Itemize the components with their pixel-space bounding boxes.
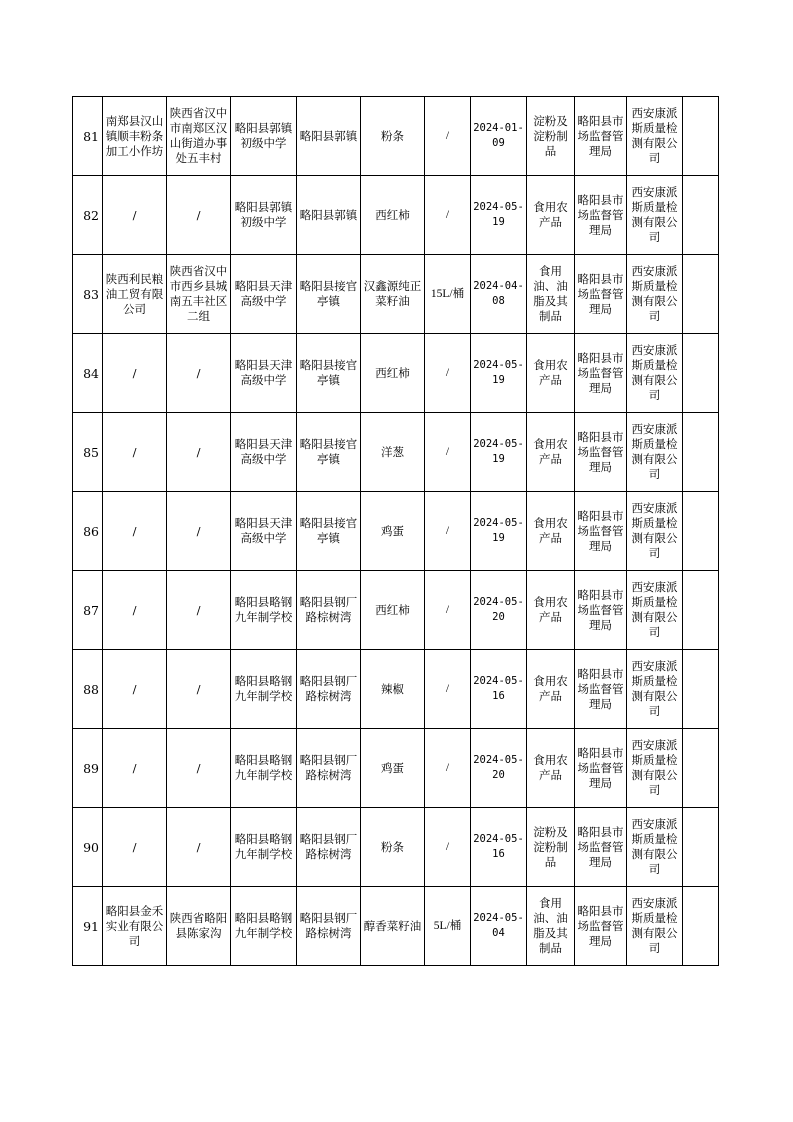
producer-address-cell: / <box>167 492 231 571</box>
specification-cell: / <box>425 334 471 413</box>
row-number-cell: 90 <box>73 808 103 887</box>
sampling-agency-cell: 略阳县市场监督管理局 <box>575 334 627 413</box>
testing-lab-cell: 西安康派斯质量检测有限公司 <box>627 255 683 334</box>
food-category-cell: 食用农产品 <box>527 571 575 650</box>
producer-name-cell: / <box>103 413 167 492</box>
table-row <box>73 808 719 887</box>
sampling-agency-cell: 略阳县市场监督管理局 <box>575 97 627 176</box>
sampled-address-cell: 略阳县钢厂路棕树湾 <box>297 887 361 966</box>
sampled-unit-cell: 略阳县郭镇初级中学 <box>231 97 297 176</box>
food-category-cell: 食用农产品 <box>527 492 575 571</box>
product-name-cell: 西红柿 <box>361 571 425 650</box>
producer-address-cell: / <box>167 808 231 887</box>
sampling-agency-cell: 略阳县市场监督管理局 <box>575 650 627 729</box>
producer-name-cell: / <box>103 334 167 413</box>
row-number-cell: 89 <box>73 729 103 808</box>
row-number-cell: 88 <box>73 650 103 729</box>
specification-cell: / <box>425 492 471 571</box>
sampling-agency-cell: 略阳县市场监督管理局 <box>575 176 627 255</box>
sampled-unit-cell: 略阳县天津高级中学 <box>231 492 297 571</box>
sampled-address-cell: 略阳县钢厂路棕树湾 <box>297 808 361 887</box>
specification-cell: / <box>425 729 471 808</box>
producer-address-cell: / <box>167 729 231 808</box>
row-number-cell: 82 <box>73 176 103 255</box>
specification-cell: / <box>425 650 471 729</box>
food-category-cell: 淀粉及淀粉制品 <box>527 97 575 176</box>
sampled-unit-cell: 略阳县天津高级中学 <box>231 334 297 413</box>
food-category-cell: 淀粉及淀粉制品 <box>527 808 575 887</box>
table-row <box>73 650 719 729</box>
table-row <box>73 255 719 334</box>
producer-name-cell: / <box>103 571 167 650</box>
sampled-address-cell: 略阳县郭镇 <box>297 176 361 255</box>
production-date-cell: 2024-05-16 <box>471 650 527 729</box>
testing-lab-cell: 西安康派斯质量检测有限公司 <box>627 176 683 255</box>
remarks-cell <box>683 887 719 966</box>
food-category-cell: 食用农产品 <box>527 729 575 808</box>
producer-name-cell: 略阳县金禾实业有限公司 <box>103 887 167 966</box>
row-number-cell: 85 <box>73 413 103 492</box>
sampling-results-sheet <box>72 96 719 966</box>
testing-lab-cell: 西安康派斯质量检测有限公司 <box>627 334 683 413</box>
table-row <box>73 413 719 492</box>
row-number-cell: 84 <box>73 334 103 413</box>
testing-lab-cell: 西安康派斯质量检测有限公司 <box>627 97 683 176</box>
producer-address-cell: / <box>167 413 231 492</box>
sampling-agency-cell: 略阳县市场监督管理局 <box>575 887 627 966</box>
specification-cell: / <box>425 97 471 176</box>
product-name-cell: 西红柿 <box>361 334 425 413</box>
sampling-agency-cell: 略阳县市场监督管理局 <box>575 571 627 650</box>
sampled-unit-cell: 略阳县略钢九年制学校 <box>231 808 297 887</box>
producer-name-cell: 陕西利民粮油工贸有限公司 <box>103 255 167 334</box>
table-row <box>73 729 719 808</box>
food-category-cell: 食用农产品 <box>527 413 575 492</box>
row-number-cell: 91 <box>73 887 103 966</box>
product-name-cell: 醇香菜籽油 <box>361 887 425 966</box>
food-category-cell: 食用油、油脂及其制品 <box>527 255 575 334</box>
row-number-cell: 83 <box>73 255 103 334</box>
product-name-cell: 鸡蛋 <box>361 492 425 571</box>
testing-lab-cell: 西安康派斯质量检测有限公司 <box>627 887 683 966</box>
sampled-address-cell: 略阳县接官亭镇 <box>297 413 361 492</box>
producer-name-cell: / <box>103 729 167 808</box>
table-row <box>73 887 719 966</box>
food-category-cell: 食用农产品 <box>527 650 575 729</box>
testing-lab-cell: 西安康派斯质量检测有限公司 <box>627 729 683 808</box>
remarks-cell <box>683 334 719 413</box>
specification-cell: 15L/桶 <box>425 255 471 334</box>
remarks-cell <box>683 255 719 334</box>
sampled-address-cell: 略阳县接官亭镇 <box>297 492 361 571</box>
remarks-cell <box>683 729 719 808</box>
sampled-address-cell: 略阳县接官亭镇 <box>297 334 361 413</box>
sampled-unit-cell: 略阳县略钢九年制学校 <box>231 650 297 729</box>
producer-address-cell: / <box>167 571 231 650</box>
production-date-cell: 2024-05-04 <box>471 887 527 966</box>
product-name-cell: 汉鑫源纯正菜籽油 <box>361 255 425 334</box>
sampled-unit-cell: 略阳县略钢九年制学校 <box>231 887 297 966</box>
food-category-cell: 食用农产品 <box>527 176 575 255</box>
table-row <box>73 176 719 255</box>
testing-lab-cell: 西安康派斯质量检测有限公司 <box>627 808 683 887</box>
testing-lab-cell: 西安康派斯质量检测有限公司 <box>627 571 683 650</box>
specification-cell: 5L/桶 <box>425 887 471 966</box>
sampled-address-cell: 略阳县钢厂路棕树湾 <box>297 650 361 729</box>
row-number-cell: 87 <box>73 571 103 650</box>
food-category-cell: 食用油、油脂及其制品 <box>527 887 575 966</box>
producer-address-cell: 陕西省略阳县陈家沟 <box>167 887 231 966</box>
production-date-cell: 2024-05-19 <box>471 334 527 413</box>
specification-cell: / <box>425 176 471 255</box>
remarks-cell <box>683 492 719 571</box>
producer-name-cell: / <box>103 176 167 255</box>
sampled-unit-cell: 略阳县略钢九年制学校 <box>231 729 297 808</box>
sampling-agency-cell: 略阳县市场监督管理局 <box>575 808 627 887</box>
remarks-cell <box>683 176 719 255</box>
product-name-cell: 鸡蛋 <box>361 729 425 808</box>
producer-name-cell: / <box>103 492 167 571</box>
producer-address-cell: / <box>167 176 231 255</box>
producer-address-cell: / <box>167 650 231 729</box>
sampling-agency-cell: 略阳县市场监督管理局 <box>575 413 627 492</box>
food-category-cell: 食用农产品 <box>527 334 575 413</box>
testing-lab-cell: 西安康派斯质量检测有限公司 <box>627 492 683 571</box>
producer-name-cell: / <box>103 650 167 729</box>
specification-cell: / <box>425 571 471 650</box>
producer-address-cell: 陕西省汉中市南郑区汉山街道办事处五丰村 <box>167 97 231 176</box>
sampling-results-table <box>72 96 719 966</box>
product-name-cell: 粉条 <box>361 808 425 887</box>
sampled-unit-cell: 略阳县天津高级中学 <box>231 413 297 492</box>
sampled-unit-cell: 略阳县天津高级中学 <box>231 255 297 334</box>
production-date-cell: 2024-05-19 <box>471 176 527 255</box>
table-body <box>73 97 719 966</box>
product-name-cell: 洋葱 <box>361 413 425 492</box>
production-date-cell: 2024-01-09 <box>471 97 527 176</box>
sampled-unit-cell: 略阳县略钢九年制学校 <box>231 571 297 650</box>
product-name-cell: 辣椒 <box>361 650 425 729</box>
table-row <box>73 334 719 413</box>
testing-lab-cell: 西安康派斯质量检测有限公司 <box>627 413 683 492</box>
production-date-cell: 2024-05-20 <box>471 729 527 808</box>
production-date-cell: 2024-05-20 <box>471 571 527 650</box>
table-row <box>73 492 719 571</box>
testing-lab-cell: 西安康派斯质量检测有限公司 <box>627 650 683 729</box>
sampling-agency-cell: 略阳县市场监督管理局 <box>575 255 627 334</box>
sampled-unit-cell: 略阳县郭镇初级中学 <box>231 176 297 255</box>
table-row <box>73 571 719 650</box>
remarks-cell <box>683 97 719 176</box>
sampled-address-cell: 略阳县钢厂路棕树湾 <box>297 571 361 650</box>
sampling-agency-cell: 略阳县市场监督管理局 <box>575 729 627 808</box>
sampling-agency-cell: 略阳县市场监督管理局 <box>575 492 627 571</box>
specification-cell: / <box>425 808 471 887</box>
producer-address-cell: 陕西省汉中市西乡县城南五丰社区二组 <box>167 255 231 334</box>
sampled-address-cell: 略阳县接官亭镇 <box>297 255 361 334</box>
sampled-address-cell: 略阳县钢厂路棕树湾 <box>297 729 361 808</box>
row-number-cell: 86 <box>73 492 103 571</box>
producer-address-cell: / <box>167 334 231 413</box>
production-date-cell: 2024-05-19 <box>471 413 527 492</box>
product-name-cell: 粉条 <box>361 97 425 176</box>
production-date-cell: 2024-05-19 <box>471 492 527 571</box>
product-name-cell: 西红柿 <box>361 176 425 255</box>
remarks-cell <box>683 650 719 729</box>
sampled-address-cell: 略阳县郭镇 <box>297 97 361 176</box>
production-date-cell: 2024-05-16 <box>471 808 527 887</box>
table-row <box>73 97 719 176</box>
producer-name-cell: / <box>103 808 167 887</box>
production-date-cell: 2024-04-08 <box>471 255 527 334</box>
specification-cell: / <box>425 413 471 492</box>
remarks-cell <box>683 571 719 650</box>
remarks-cell <box>683 413 719 492</box>
row-number-cell: 81 <box>73 97 103 176</box>
producer-name-cell: 南郑县汉山镇顺丰粉条加工小作坊 <box>103 97 167 176</box>
remarks-cell <box>683 808 719 887</box>
